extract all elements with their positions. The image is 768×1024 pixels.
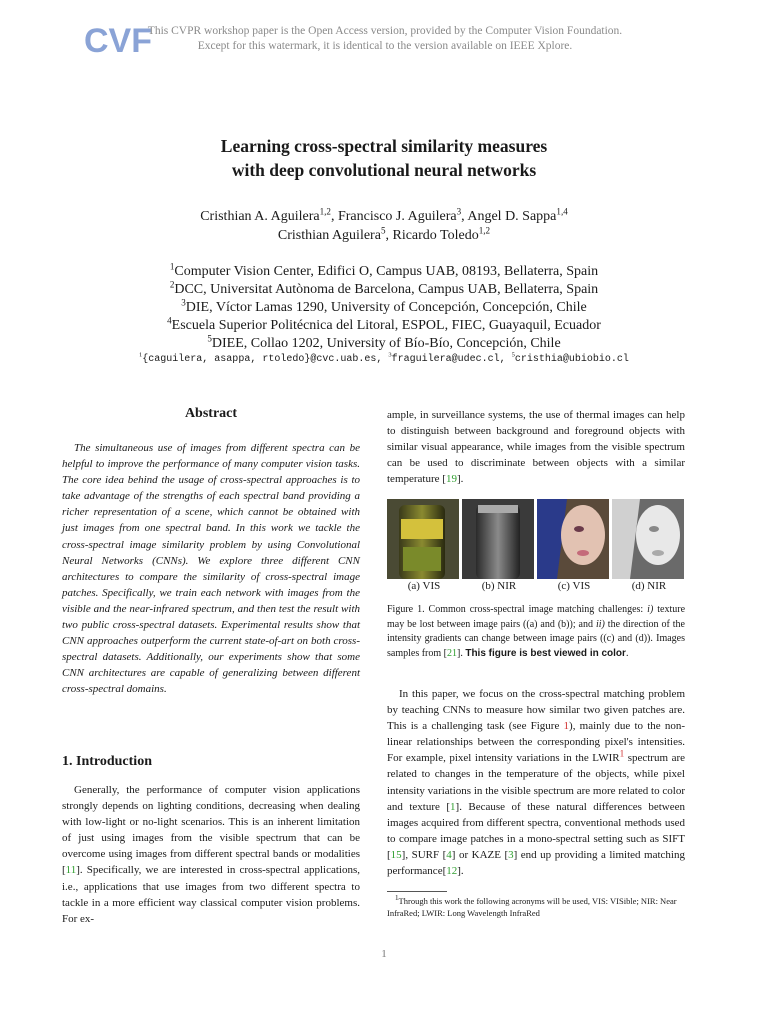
author-name: Angel D. Sappa (467, 209, 557, 224)
nir-mannequin-image (612, 499, 684, 579)
right-column-paragraph (387, 407, 685, 487)
author-affil-sup: 5 (380, 225, 386, 236)
watermark-line-1: This CVPR workshop paper is the Open Access version, provided by the Computer Vision Foundation. (147, 25, 623, 37)
body-text: ]. (456, 473, 464, 486)
citation-link[interactable]: 11 (65, 864, 77, 877)
author-affil-sup: 1,2 (319, 206, 331, 217)
title-line-1: Learning cross-spectral similarity measures (220, 136, 548, 156)
citation-link[interactable]: 3 (508, 848, 514, 861)
footnote-rule (387, 891, 447, 892)
affiliation-text: DIE, Víctor Lamas 1290, University of Concepción, Concepción, Chile (185, 300, 587, 315)
email-group-1[interactable]: {caguilera, asappa, rtoledo}@cvc.uab.es, (142, 354, 383, 365)
affiliation-item (0, 281, 768, 299)
author-separator: , (461, 209, 468, 224)
author-separator: , (330, 209, 338, 224)
caption-text: i) (647, 604, 654, 615)
body-text: In this paper, we focus on the cross-spectral matching problem by teaching CNNs to measure how similar two given patches are. This is a challenging task (see Figure (387, 688, 685, 733)
citation-link[interactable]: 19 (445, 473, 457, 486)
author-name: Francisco J. Aguilera (337, 209, 457, 224)
citation-link[interactable]: 4 (446, 848, 452, 861)
body-text: spectrum are related to changes in the temperature of the objects, while pixel intensity variations in the visible spectrum are more related to color and texture [ (387, 752, 685, 813)
affiliation-list (0, 263, 768, 353)
figure-ref-link[interactable]: 1 (563, 720, 570, 733)
body-text: ], SURF [ (401, 848, 447, 861)
affiliation-sup: 1 (169, 261, 175, 272)
email-sup: 1 (139, 351, 143, 359)
affiliation-sup: 4 (167, 315, 172, 326)
vis-mannequin-image (537, 499, 609, 579)
right-column-paragraph-2 (387, 686, 685, 879)
footnote-marker[interactable]: 1 (619, 748, 625, 759)
author-separator: , (385, 228, 393, 243)
author-emails (0, 353, 768, 367)
citation-link[interactable]: 12 (446, 865, 458, 878)
title-line-2: with deep convolutional neural networks (231, 160, 537, 180)
body-text: ] or KAZE [ (451, 848, 509, 861)
page-number: 1 (381, 948, 387, 960)
paper-title (0, 134, 768, 182)
body-text: ] end up providing a limited matching performance[ (387, 848, 685, 878)
subcaption-a: (a) VIS (407, 580, 441, 592)
author-affil-sup: 3 (456, 206, 462, 217)
caption-text: texture may be lost between image pairs ((a) and (b)); and (387, 604, 686, 630)
email-sup: 5 (511, 351, 515, 359)
affiliation-sup: 3 (181, 297, 186, 308)
introduction-paragraph (62, 782, 360, 927)
cvf-logo-text: CVF (84, 22, 152, 60)
caption-bold-note: This figure is best viewed in color (465, 647, 626, 659)
caption-text: ]. (457, 647, 466, 659)
abstract-body: The simultaneous use of images from different spectra can be helpful to improve the performance of many computer vision tasks. The core idea behind the usage of cross-spectral approaches is to take advantage of the strengths of each spectral band providing a richer representation of a scene, which cannot be obtained with just images from one spectral band. In this work we tackle the cross-spectral image similarity problem by using Convolutional Neural Networks (CNNs). We explore three different CNN architectures to compare the similarity of cross-spectral image patches. Specifically, we train each network with images from the visible and the near-infrared spectrum, and then test the result with two public cross-spectral datasets. Experimental results show that CNN approaches outperform the current state-of-art on both cross-spectral datasets. Additionally, our experiments show that some CNN architectures are capable of generalizing between different cross-spectral domains. (62, 442, 360, 696)
intro-text: Generally, the performance of computer vision applications strongly depends on lighting conditions, decreasing when dealing with low-light or no-light scenarios. This is an inherent limitation of just using images from the visible spectrum that can be overcome using images from different spectral bands or modalities [ (62, 784, 360, 877)
body-text: ]. Because of these natural differences between images acquired from different spectra, conventional methods used to compare image patches in a mono-spectral setting such as SIFT [ (387, 800, 686, 861)
citation-link[interactable]: 15 (390, 848, 402, 861)
affiliation-text: Escuela Superior Politécnica del Litoral, ESPOL, FIEC, Guayaquil, Ecuador (171, 318, 601, 333)
author-affil-sup: 1,4 (556, 206, 568, 217)
affiliation-sup: 5 (207, 333, 212, 344)
body-text: ), mainly due to the non-linear relationships between the corresponding pixel's intensities. For example, pixel intensity variations in the LWIR (387, 720, 685, 765)
affiliation-item (0, 299, 768, 317)
open-access-watermark (140, 24, 630, 54)
author-line-2 (0, 226, 768, 245)
affiliation-item (0, 335, 768, 353)
subcaption-b: (b) NIR (481, 580, 517, 592)
author-name: Cristhian A. Aguilera (200, 209, 320, 224)
abstract-heading: Abstract (184, 406, 238, 421)
email-sup: 3 (388, 351, 392, 359)
footnote-number: 1 (395, 894, 399, 903)
citation-link[interactable]: 1 (450, 800, 456, 813)
author-affil-sup: 1,2 (478, 225, 491, 236)
intro-text: ]. Specifically, we are interested in cross-spectral applications, i.e., applications that use images from two different spectra to tackle in a more efficient way classical computer vision problems. For ex- (62, 864, 360, 925)
subcaption-d: (d) NIR (631, 580, 667, 592)
email-group-2[interactable]: fraguilera@udec.cl, (391, 354, 506, 365)
citation-link[interactable]: 21 (447, 647, 457, 659)
introduction-heading: 1. Introduction (62, 754, 152, 769)
vis-can-image (387, 499, 459, 579)
email-group-3[interactable]: cristhia@ubiobio.cl (514, 354, 629, 365)
figure-1-caption (387, 603, 685, 661)
cvf-logo (84, 20, 152, 60)
caption-text: the direction of the intensity gradients can change between image pairs ((c) and (d)). Images samples from [ (387, 618, 685, 659)
author-name: Ricardo Toledo (392, 228, 479, 243)
footnote (387, 895, 685, 919)
author-line-1 (0, 207, 768, 226)
caption-text: ii) (595, 618, 605, 630)
figure-1-images (387, 499, 685, 579)
affiliation-item (0, 317, 768, 335)
subcaption-c: (c) VIS (557, 580, 591, 592)
affiliation-item (0, 263, 768, 281)
watermark-line-2: Except for this watermark, it is identical to the version available on IEEE Xplore. (197, 40, 573, 52)
affiliation-text: Computer Vision Center, Edifici O, Campus UAB, 08193, Bellaterra, Spain (174, 264, 599, 279)
affiliation-text: DCC, Universitat Autònoma de Barcelona, Campus UAB, Bellaterra, Spain (174, 282, 599, 297)
body-text: ample, in surveillance systems, the use of thermal images can help to distinguish between background and foreground objects with similar visual appearance, while images from the visible spectrum can be used to discriminate between objects with a similar temperature [ (387, 409, 685, 486)
affiliation-sup: 2 (169, 279, 175, 290)
body-text: ]. (457, 865, 464, 878)
author-list (0, 207, 768, 245)
caption-text: . (625, 647, 629, 659)
author-name: Cristhian Aguilera (277, 228, 381, 243)
affiliation-text: DIEE, Collao 1202, University of Bío-Bío, Concepción, Chile (211, 336, 561, 351)
footnote-text: Through this work the following acronyms will be used, VIS: VISible; NIR: Near InfraRed; LWIR: Long Wavelength InfraRed (387, 896, 677, 918)
nir-can-image (462, 499, 534, 579)
caption-text: Figure 1. Common cross-spectral image matching challenges: (387, 604, 648, 615)
